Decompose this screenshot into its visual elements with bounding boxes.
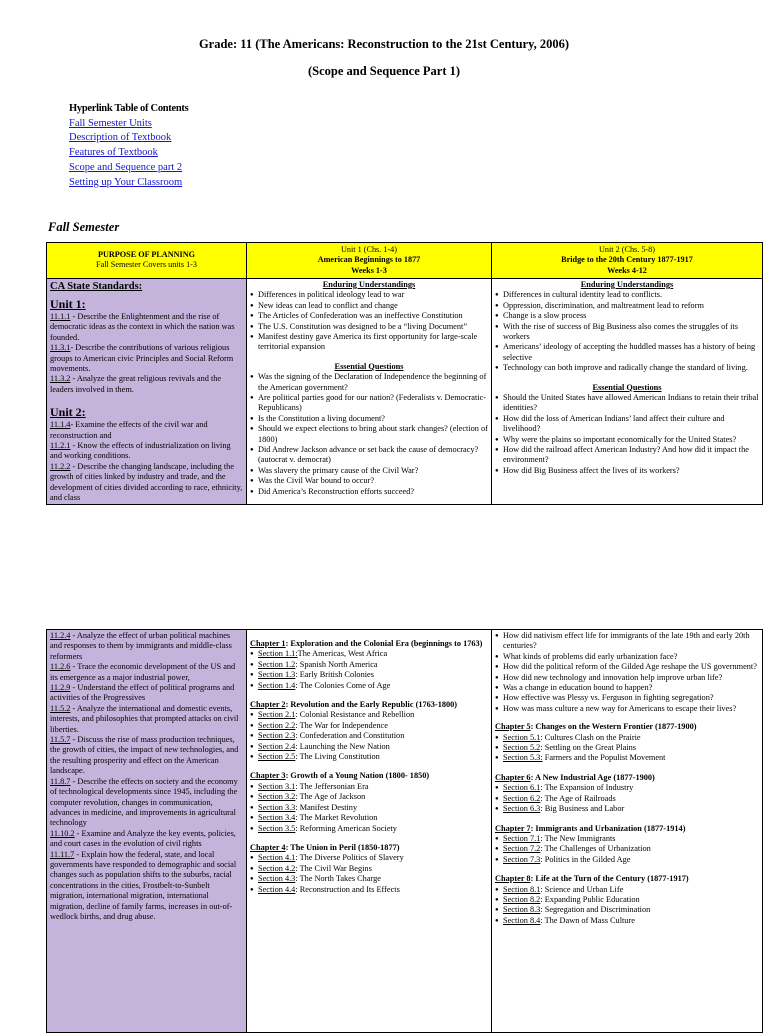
- section-item: ● Section 8.3: Segregation and Discrimination: [495, 905, 759, 915]
- unit1-standards-heading: Unit 1:: [50, 296, 86, 311]
- list-item: ● Oppression, discrimination, and maltreatment lead to reform: [495, 301, 759, 311]
- standard-item: 11.3.1- Describe the contributions of various religious groups to American civic Principles and Social Reform movements.: [50, 343, 234, 373]
- section-item: ● Section 8.1: Science and Urban Life: [495, 885, 759, 895]
- chapter-heading: Chapter 7: Immigrants and Urbanization (1877-1914): [495, 823, 686, 833]
- list-item: ● Differences in cultural identity lead to conflicts.: [495, 290, 759, 300]
- table-body-row: [47, 278, 763, 505]
- standard-item: 11.10.2 - Examine and Analyze the key events, policies, and court cases in the evolution of civil rights: [50, 828, 236, 849]
- section-list: [250, 782, 488, 834]
- list-item: ● How did Big Business affect the lives of its workers?: [495, 466, 759, 476]
- standard-item: 11.2.6 - Trace the economic development of the US and its emergence as a major industrial power,: [50, 662, 236, 682]
- list-item: ● How did new technology and innovation help improve urban life?: [495, 673, 759, 683]
- section-item: ● Section 3.5: Reforming American Society: [250, 824, 488, 834]
- planning-table-part2: [46, 629, 763, 1033]
- section-item: ● Section 3.2: The Age of Jackson: [250, 792, 488, 802]
- list-item: ● Should we expect elections to bring about stark changes? (election of 1800): [250, 424, 488, 445]
- section-item: ● Section 2.4: Launching the New Nation: [250, 742, 488, 752]
- standard-item: 11.5.7 - Discuss the rise of mass production techniques, the growth of cities, the impact of new technologies, and the resulting prosperity and effect on the American landscape.: [50, 735, 239, 776]
- list-item: ● Why were the plains so important economically for the United States?: [495, 435, 759, 445]
- list-item: ● Did Andrew Jackson advance or set back the cause of democracy? (autocrat v. democrat): [250, 445, 488, 466]
- standard-item: 11.2.1 - Know the effects of industrialization on living and working conditions.: [50, 440, 231, 461]
- table-body-row: [47, 630, 763, 1033]
- section-list: [495, 834, 759, 865]
- unit2-standards-heading: Unit 2:: [50, 405, 86, 420]
- list-item: ● Was slavery the primary cause of the Civil War?: [250, 466, 488, 476]
- list-item: ● The U.S. Constitution was designed to be a “living Document”: [250, 322, 488, 332]
- section-list: [250, 649, 488, 691]
- section-item: ● Section 5.3: Farmers and the Populist Movement: [495, 753, 759, 763]
- standard-item: 11.1.1 - Describe the Enlightenment and the rise of democratic ideas as the context in which the nation was founded.: [50, 311, 235, 342]
- list-item: ● How effective was Plessy vs. Ferguson in fighting segregation?: [495, 693, 759, 703]
- section-item: ● Section 3.3: Manifest Destiny: [250, 803, 488, 813]
- list-item: ● Are political parties good for our nation? (Federalists v. Democratic-Republicans): [250, 393, 488, 414]
- section-item: ● Section 6.3: Big Business and Labor: [495, 804, 759, 814]
- toc-link-fall-semester-units[interactable]: Fall Semester Units: [69, 117, 152, 129]
- standards-cell-continued: [47, 630, 247, 1033]
- list-item: ● How did the railroad affect American Industry? And how did it impact the environment?: [495, 445, 759, 466]
- chapter-heading: Chapter 5: Changes on the Western Frontier (1877-1900): [495, 722, 697, 732]
- section-item: ● Section 1.4: The Colonies Come of Age: [250, 681, 488, 691]
- unit1-understandings-cell: [247, 278, 492, 505]
- standard-item: 11.2.9 - Understand the effect of political programs and activities of the Progressives: [50, 683, 235, 703]
- list-item: ● Technology can both improve and radically change the standard of living.: [495, 363, 759, 373]
- list-item: ● Manifest destiny gave America its first opportunity for large-scale territorial expansion: [250, 332, 488, 353]
- section-item: ● Section 4.3: The North Takes Charge: [250, 874, 488, 884]
- table-of-contents: [69, 102, 188, 190]
- section-item: ● Section 2.1: Colonial Resistance and Rebellion: [250, 710, 488, 720]
- section-item: ● Section 4.4: Reconstruction and Its Effects: [250, 885, 488, 895]
- essential-questions-list-continued: [495, 631, 759, 714]
- enduring-understandings-list: [250, 290, 488, 352]
- standard-item: 11.2.2 - Describe the changing landscape, including the growth of cities linked by industry and trade, and the development of cities divided according to race, ethnicity, and class: [50, 461, 243, 502]
- section-list: [495, 733, 759, 764]
- toc-link-description-of-textbook[interactable]: Description of Textbook: [69, 132, 172, 144]
- purpose-header-cell: PURPOSE OF PLANNING Fall Semester Covers units 1-3: [47, 243, 247, 279]
- section-item: ● Section 1.3: Early British Colonies: [250, 670, 488, 680]
- unit2-chapters-cell: [492, 630, 763, 1033]
- chapter-heading: Chapter 1: Exploration and the Colonial Era (beginnings to 1763): [250, 639, 483, 648]
- section-list: [250, 853, 488, 895]
- list-item: ● Was the Civil War bound to occur?: [250, 476, 488, 486]
- section-item: ● Section 4.1: The Diverse Politics of Slavery: [250, 853, 488, 863]
- list-item: ● Was the signing of the Declaration of Independence the beginning of the American government?: [250, 372, 488, 393]
- section-list: [495, 885, 759, 927]
- toc-heading: Hyperlink Table of Contents: [69, 103, 189, 114]
- unit2-header-cell: Unit 2 (Chs. 5-8) Bridge to the 20th Century 1877-1917 Weeks 4-12: [492, 243, 763, 279]
- toc-link-features-of-textbook[interactable]: Features of Textbook: [69, 147, 158, 159]
- essential-questions-heading: Essential Questions: [592, 382, 662, 392]
- list-item: ● What kinds of problems did early urbanization face?: [495, 652, 759, 662]
- standard-item: 11.2.4 - Analyze the effect of urban political machines and responses to them by immigrants and middle-class reformers: [50, 631, 232, 661]
- section-list: [495, 783, 759, 814]
- section-item: ● Section 6.2: The Age of Railroads: [495, 794, 759, 804]
- chapter-heading: Chapter 4: The Union in Peril (1850-1877): [250, 842, 400, 852]
- standard-item: 11.11.7 - Explain how the federal, state, and local governments have responded to demographic and social changes such as population shifts to the suburbs, racial concentrations in the cities, Frostbelt-to-Sunbelt migration, international migration, international migration, decline of family farms, increases in out-of-wedlock births, and drug abuse.: [50, 849, 237, 921]
- section-item: ● Section 7.2: The Challenges of Urbanization: [495, 844, 759, 854]
- list-item: ● Change is a slow process: [495, 311, 759, 321]
- essential-questions-heading: Essential Questions: [334, 361, 404, 371]
- chapter-heading: Chapter 2: Revolution and the Early Republic (1763-1800): [250, 700, 458, 710]
- section-item: ● Section 3.4: The Market Revolution: [250, 813, 488, 823]
- toc-link-setting-up-classroom[interactable]: Setting up Your Classroom: [69, 176, 183, 188]
- list-item: ● Differences in political ideology lead to war: [250, 290, 488, 300]
- section-item: ● Section 7.1: The New Immigrants: [495, 834, 759, 844]
- section-item: ● Section 6.1: The Expansion of Industry: [495, 783, 759, 793]
- section-item: ● Section 5.2: Settling on the Great Plains: [495, 743, 759, 753]
- essential-questions-list: [250, 372, 488, 497]
- list-item: ● Americans’ ideology of accepting the huddled masses has a history of being selective: [495, 342, 759, 363]
- standards-cell: [47, 278, 247, 505]
- list-item: ● The Articles of Confederation was an ineffective Constitution: [250, 311, 488, 321]
- standard-item: 11.3.2 - Analyze the great religious revivals and the leaders involved in them.: [50, 374, 222, 394]
- standard-item: 11.5.2 - Analyze the international and domestic events, interests, and philosophies that prompted attacks on civil liberties.: [50, 703, 239, 734]
- list-item: ● Is the Constitution a living document?: [250, 414, 488, 424]
- section-item: ● Section 2.2: The War for Independence: [250, 721, 488, 731]
- planning-table-part1: [46, 242, 763, 505]
- unit1-chapters-cell: [247, 630, 492, 1033]
- list-item: ● How did nativism effect life for immigrants of the late 19th and early 20th centuries?: [495, 631, 759, 652]
- page-title: Grade: 11 (The Americans: Reconstruction to the 21st Century, 2006): [198, 37, 570, 51]
- section-item: ● Section 8.4: The Dawn of Mass Culture: [495, 916, 759, 926]
- section-list: [250, 710, 488, 762]
- list-item: ● How did the political reform of the Gilded Age reshape the US government?: [495, 662, 759, 672]
- chapter-heading: Chapter 3: Growth of a Young Nation (1800- 1850): [250, 771, 430, 781]
- semester-heading: Fall Semester: [48, 220, 120, 234]
- enduring-understandings-list: [495, 290, 759, 373]
- standards-heading: CA State Standards:: [50, 280, 143, 292]
- list-item: ● With the rise of success of Big Business also comes the struggles of its workers: [495, 322, 759, 343]
- list-item: ● New ideas can lead to conflict and change: [250, 301, 488, 311]
- section-item: ● Section 7.3: Politics in the Gilded Age: [495, 855, 759, 865]
- unit2-understandings-cell: [492, 278, 763, 505]
- section-item: ● Section 5.1: Cultures Clash on the Prairie: [495, 733, 759, 743]
- section-item: ● Section 1.2: Spanish North America: [250, 660, 488, 670]
- section-item: ● Section 4.2: The Civil War Begins: [250, 864, 488, 874]
- chapter-heading: Chapter 6: A New Industrial Age (1877-1900): [495, 772, 655, 782]
- section-item: ● Section 1.1:The Americas, West Africa: [250, 649, 488, 659]
- section-item: ● Section 2.3: Confederation and Constitution: [250, 731, 488, 741]
- list-item: ● Was a change in education bound to happen?: [495, 683, 759, 693]
- standard-item: 11.8.7 - Describe the effects on society and the economy of technological developments since 1945, including the computer revolution, changes in communication, advances in medicine, and improvements in agricultural technology: [50, 776, 238, 828]
- table-header-row: [47, 243, 763, 279]
- list-item: ● Did America’s Reconstruction efforts succeed?: [250, 487, 488, 497]
- section-item: ● Section 3.1: The Jeffersonian Era: [250, 782, 488, 792]
- list-item: ● How did the loss of American Indians’ land affect their culture and livelihood?: [495, 414, 759, 435]
- enduring-understandings-heading: Enduring Understandings: [580, 279, 674, 289]
- list-item: ● How was mass culture a new way for Americans to escape their lives?: [495, 704, 759, 714]
- section-item: ● Section 8.2: Expanding Public Education: [495, 895, 759, 905]
- standard-item: 11.1.4- Examine the effects of the civil war and reconstruction and: [50, 420, 208, 440]
- enduring-understandings-heading: Enduring Understandings: [322, 279, 416, 289]
- chapter-heading: Chapter 8: Life at the Turn of the Century (1877-1917): [495, 874, 689, 884]
- toc-link-scope-and-sequence-part2[interactable]: Scope and Sequence part 2: [69, 161, 183, 173]
- essential-questions-list: [495, 393, 759, 476]
- unit1-header-cell: Unit 1 (Chs. 1-4) American Beginnings to 1877 Weeks 1-3: [247, 243, 492, 279]
- page-subtitle: (Scope and Sequence Part 1): [307, 64, 461, 78]
- section-item: ● Section 2.5: The Living Constitution: [250, 752, 488, 762]
- list-item: ● Should the United States have allowed American Indians to retain their tribal identities?: [495, 393, 759, 414]
